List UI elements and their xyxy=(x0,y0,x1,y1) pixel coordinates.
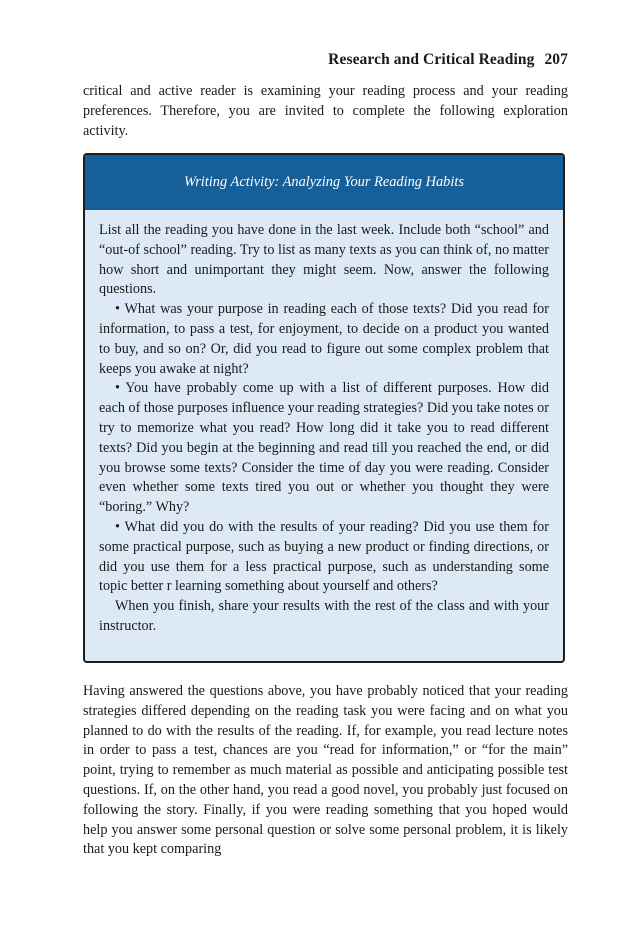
activity-question-purpose: • What was your purpose in reading each of those texts? Did you read for information, to pass a test, for enjoyment, to decide on a product you wanted to buy, and so on? Or, did you read to figure out some complex problem that keeps you awake at night? xyxy=(99,301,549,377)
running-head xyxy=(328,51,568,69)
activity-title: Writing Activity: Analyzing Your Reading Habits xyxy=(85,155,563,210)
activity-question-strategies: • You have probably come up with a list of different purposes. How did each of those purposes influence your reading strategies? Did you take notes or try to memorize what you read? How long did it take you to read different texts? Did you begin at the beginning and read till you reached the end, or did you browse some texts? Consider the time of day you were reading. Consider even whether some texts tired you out or whether you thought they were “boring.” Why? xyxy=(99,380,549,516)
running-head-title: Research and Critical Reading xyxy=(328,51,535,68)
intro-paragraph: critical and active reader is examining your reading process and your reading preferences. Therefore, you are invited to complete the following exploration activity. xyxy=(83,83,568,139)
activity-question-results: • What did you do with the results of your reading? Did you use them for some practical purpose, such as buying a new product or finding directions, or did you use them for a less practical purpose, such as understanding some topic better r learning something about yourself and others? xyxy=(99,518,549,595)
activity-instructions: List all the reading you have done in the last week. Include both “school” and “out-of school” reading. Try to list as many texts as you can think of, no matter how short and unimportant they might seem. Now, answer the following questions. xyxy=(99,222,549,298)
writing-activity-box xyxy=(83,153,565,663)
activity-closing-note: When you finish, share your results with the rest of the class and with your instructor. xyxy=(99,598,549,634)
page-number: 207 xyxy=(544,51,568,68)
activity-body xyxy=(85,210,563,637)
closing-paragraph: Having answered the questions above, you have probably noticed that your reading strategies differed depending on the reading task you were facing and on what you planned to do with the results of the reading. If, for example, you read lecture notes in order to pass a test, chances are you “read for information,” or “for the main” point, trying to remember as much material as possible and anticipating possible test questions. If, on the other hand, you read a good novel, you probably just focused on following the story. Finally, if you were reading something that you hoped would help you answer some personal question or solve some personal problem, it is likely that you kept comparing xyxy=(83,683,568,858)
